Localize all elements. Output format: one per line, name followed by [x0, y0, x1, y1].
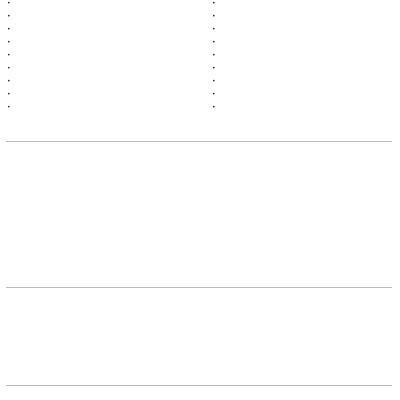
feature-item — [6, 78, 181, 86]
feature-item — [211, 52, 386, 60]
controls-paragraph — [6, 389, 392, 396]
feature-list — [0, 0, 400, 128]
intro-paragraph — [6, 167, 392, 174]
feature-item — [6, 39, 181, 47]
feature-item — [6, 52, 181, 60]
charging-heading — [6, 276, 392, 288]
feature-item — [211, 104, 386, 112]
feature-item — [6, 104, 181, 112]
intro-heading — [6, 130, 392, 142]
feature-item — [211, 26, 386, 34]
feature-item — [6, 0, 181, 8]
controls-heading — [6, 374, 392, 386]
controls-section — [6, 374, 392, 400]
feature-item — [6, 26, 181, 34]
intro-paragraph — [6, 156, 392, 163]
feature-item — [211, 39, 386, 47]
feature-item — [211, 13, 386, 21]
feature-item — [6, 65, 181, 73]
intro-paragraph — [6, 145, 392, 152]
intro-section — [6, 130, 392, 178]
feature-item — [211, 0, 386, 8]
feature-column-right — [211, 0, 386, 117]
feature-item — [6, 91, 181, 99]
feature-column-left — [6, 0, 181, 117]
feature-item — [211, 65, 386, 73]
charging-paragraph — [6, 291, 392, 298]
charging-after-note — [6, 320, 392, 327]
charging-note — [18, 302, 392, 316]
feature-item — [211, 91, 386, 99]
feature-item — [211, 78, 386, 86]
charging-section — [6, 276, 392, 331]
feature-item — [6, 13, 181, 21]
